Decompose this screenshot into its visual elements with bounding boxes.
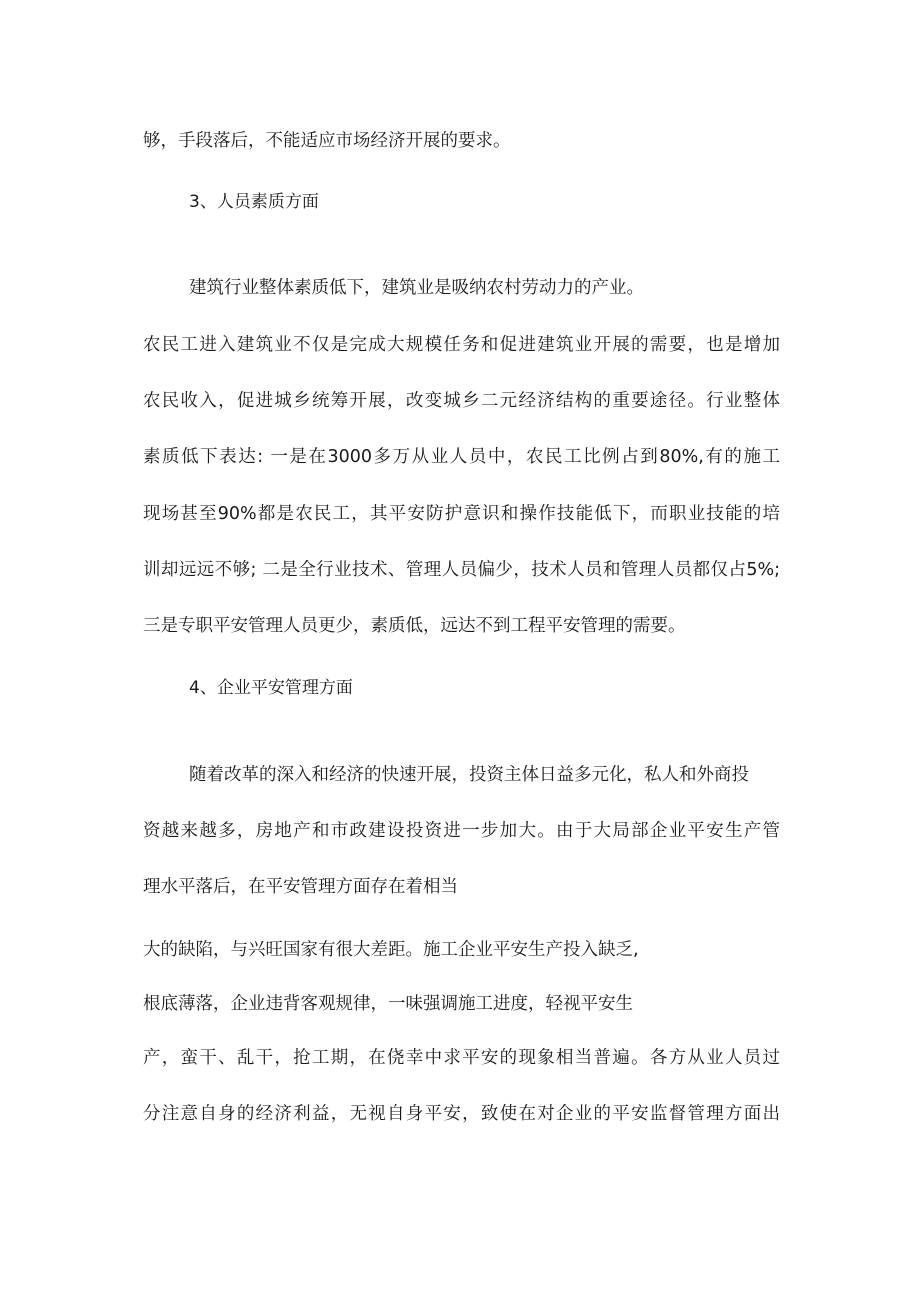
- text-line: 根底薄落，企业违背客观规律，一味强调施工进度，轻视平安生: [143, 994, 633, 1014]
- text-line: 分注意自身的经济利益，无视自身平安，致使在对企业的平安监督管理方面出: [143, 1104, 780, 1124]
- text-line: 产，蛮干、乱干，抢工期，在侥幸中求平安的现象相当普遍。各方从业人员过: [143, 1048, 780, 1068]
- text-line: 农民收入，促进城乡统筹开展，改变城乡二元经济结构的重要途径。行业整体: [143, 391, 780, 411]
- text-line: 资越来越多，房地产和市政建设投资进一步加大。由于大局部企业平安生产管: [143, 821, 780, 841]
- text-line: 够，手段落后，不能适应市场经济开展的要求。: [143, 131, 511, 151]
- section-heading: 3、人员素质方面: [189, 192, 319, 212]
- text-line: 建筑行业整体素质低下，建筑业是吸纳农村劳动力的产业。: [189, 278, 644, 298]
- text-line: 随着改革的深入和经济的快速开展，投资主体日益多元化，私人和外商投: [189, 765, 749, 785]
- text-line: 三是专职平安管理人员更少，素质低，远达不到工程平安管理的需要。: [143, 616, 686, 636]
- section-heading: 4、企业平安管理方面: [189, 678, 353, 698]
- text-line: 训却远远不够; 二是全行业技术、管理人员偏少，技术人员和管理人员都仅占5%;: [143, 560, 780, 580]
- text-line: 农民工进入建筑业不仅是完成大规模任务和促进建筑业开展的需要，也是增加: [143, 335, 780, 355]
- text-line: 现场甚至90%都是农民工，其平安防护意识和操作技能低下，而职业技能的培: [143, 504, 780, 524]
- text-line: 理水平落后，在平安管理方面存在着相当: [143, 877, 458, 897]
- text-line: 大的缺陷，与兴旺国家有很大差距。施工企业平安生产投入缺乏,: [143, 940, 639, 960]
- text-line: 素质低下表达: 一是在3000多万从业人员中，农民工比例占到80%,有的施工: [143, 447, 780, 467]
